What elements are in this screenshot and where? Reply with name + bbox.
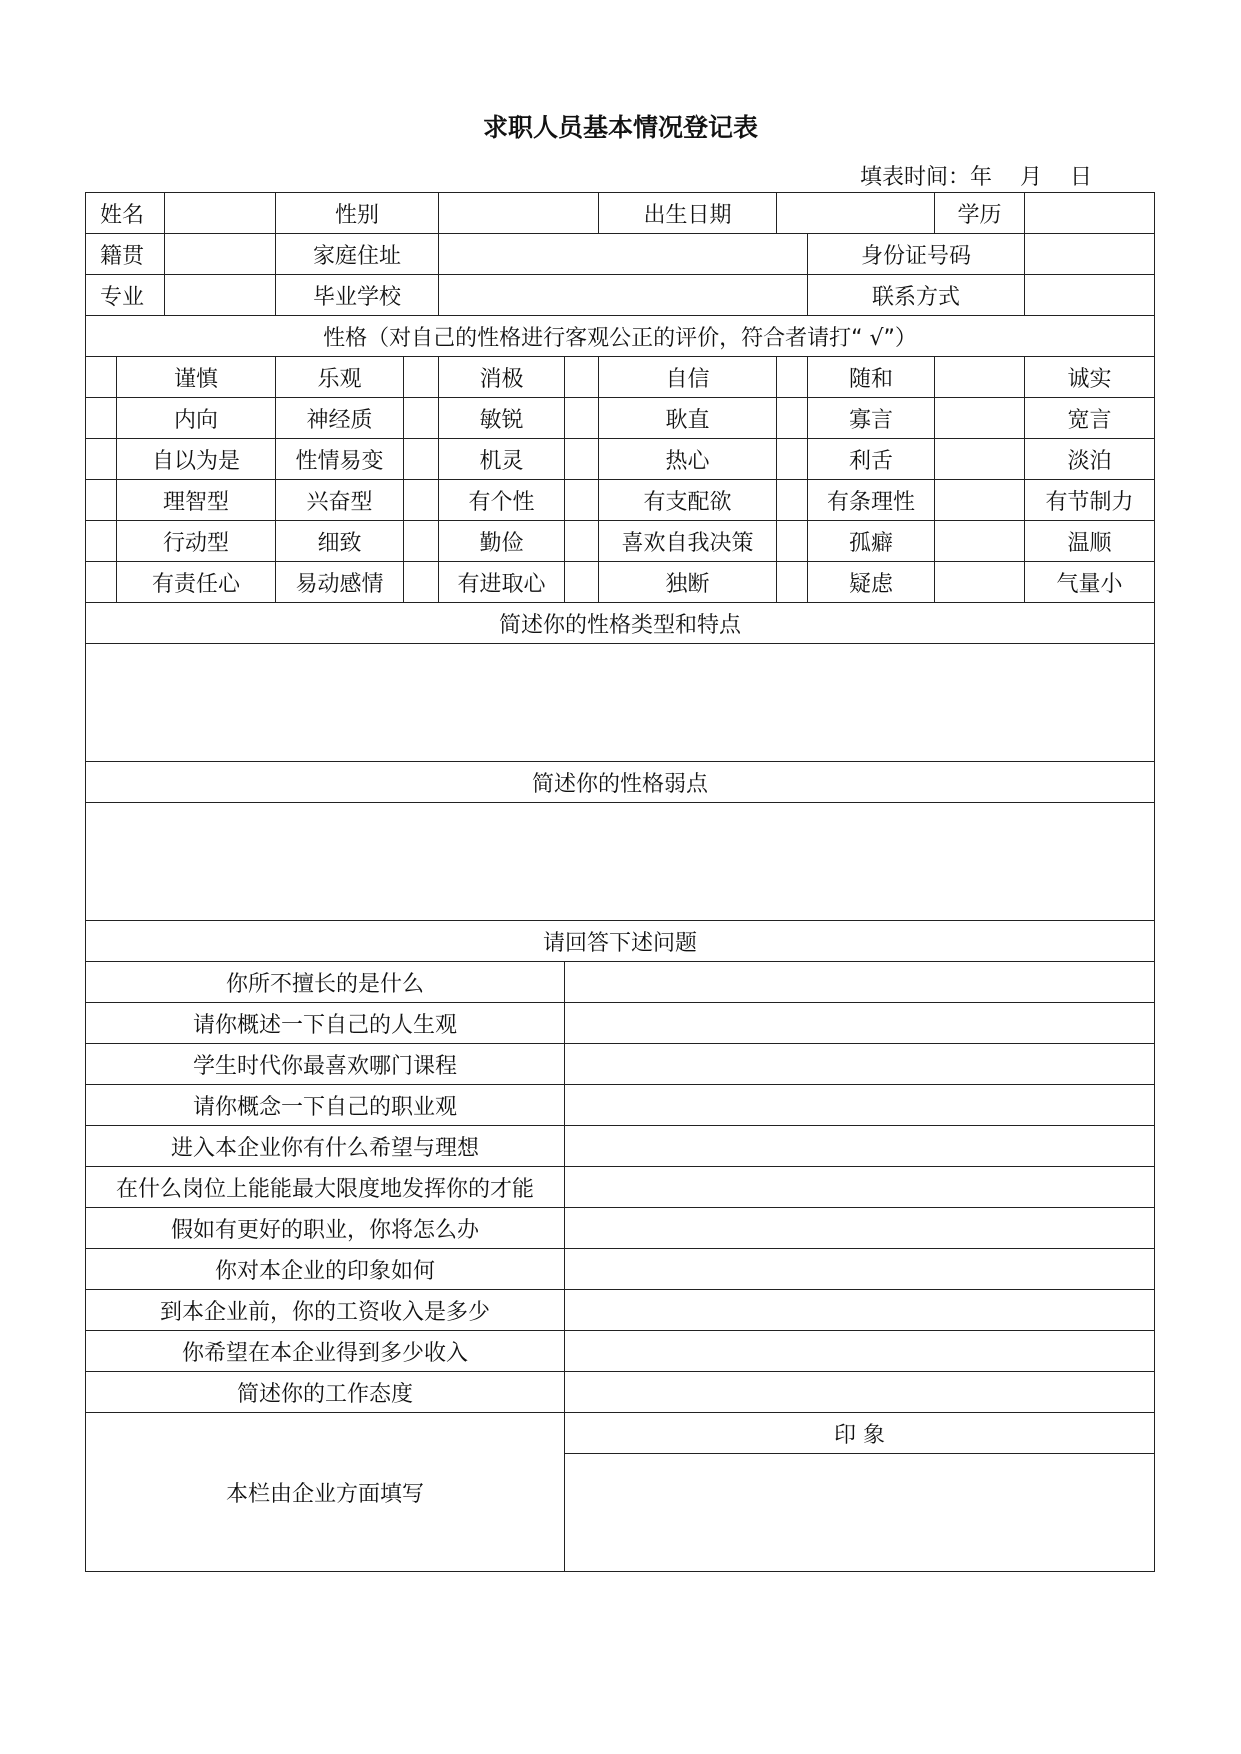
trait-label: 敏锐 xyxy=(439,398,565,439)
field-birth[interactable] xyxy=(777,193,935,234)
trait-label: 勤俭 xyxy=(439,521,565,562)
type-answer-area[interactable] xyxy=(86,644,1155,762)
trait-label: 寡言 xyxy=(808,398,935,439)
trait-check[interactable] xyxy=(935,521,1025,562)
trait-check[interactable] xyxy=(565,562,599,603)
basic-row-1 xyxy=(86,193,1155,234)
question-answer[interactable] xyxy=(565,1003,1155,1044)
trait-label: 理智型 xyxy=(117,480,276,521)
question-label: 你希望在本企业得到多少收入 xyxy=(86,1331,565,1372)
trait-row xyxy=(86,521,1155,562)
question-answer[interactable] xyxy=(565,1331,1155,1372)
basic-row-2 xyxy=(86,234,1155,275)
trait-row xyxy=(86,357,1155,398)
trait-check[interactable] xyxy=(86,357,117,398)
question-label: 你对本企业的印象如何 xyxy=(86,1249,565,1290)
trait-check[interactable] xyxy=(777,521,808,562)
field-school[interactable] xyxy=(439,275,808,316)
impression-area[interactable] xyxy=(565,1454,1155,1572)
trait-check[interactable] xyxy=(777,480,808,521)
trait-label: 有支配欲 xyxy=(599,480,777,521)
question-answer[interactable] xyxy=(565,1208,1155,1249)
trait-check[interactable] xyxy=(565,398,599,439)
trait-check[interactable] xyxy=(935,562,1025,603)
trait-row xyxy=(86,480,1155,521)
question-answer[interactable] xyxy=(565,1167,1155,1208)
field-edu[interactable] xyxy=(1025,193,1155,234)
trait-label: 耿直 xyxy=(599,398,777,439)
field-address[interactable] xyxy=(439,234,808,275)
field-idno[interactable] xyxy=(1025,234,1155,275)
trait-check[interactable] xyxy=(565,521,599,562)
trait-label: 气量小 xyxy=(1025,562,1155,603)
trait-check[interactable] xyxy=(777,439,808,480)
trait-label: 自信 xyxy=(599,357,777,398)
trait-row xyxy=(86,398,1155,439)
trait-label: 利舌 xyxy=(808,439,935,480)
trait-check[interactable] xyxy=(565,439,599,480)
trait-label: 自以为是 xyxy=(117,439,276,480)
trait-label: 性情易变 xyxy=(276,439,404,480)
question-label: 在什么岗位上能能最大限度地发挥你的才能 xyxy=(86,1167,565,1208)
trait-label: 孤癖 xyxy=(808,521,935,562)
section-type-header: 简述你的性格类型和特点 xyxy=(86,603,1155,644)
trait-check[interactable] xyxy=(777,398,808,439)
question-label: 你所不擅长的是什么 xyxy=(86,962,565,1003)
trait-label: 疑虑 xyxy=(808,562,935,603)
trait-check[interactable] xyxy=(565,480,599,521)
trait-check[interactable] xyxy=(935,357,1025,398)
trait-label: 兴奋型 xyxy=(276,480,404,521)
trait-check[interactable] xyxy=(777,562,808,603)
label-major: 专业 xyxy=(86,275,165,316)
question-label: 请你概述一下自己的人生观 xyxy=(86,1003,565,1044)
question-answer[interactable] xyxy=(565,1044,1155,1085)
section-weak-header: 简述你的性格弱点 xyxy=(86,762,1155,803)
form-title: 求职人员基本情况登记表 xyxy=(482,113,758,142)
field-gender[interactable] xyxy=(439,193,599,234)
trait-label: 热心 xyxy=(599,439,777,480)
trait-label: 随和 xyxy=(808,357,935,398)
trait-label: 内向 xyxy=(117,398,276,439)
trait-check[interactable] xyxy=(404,480,439,521)
trait-label: 温顺 xyxy=(1025,521,1155,562)
trait-row xyxy=(86,439,1155,480)
question-label: 进入本企业你有什么希望与理想 xyxy=(86,1126,565,1167)
trait-label: 乐观 xyxy=(276,357,404,398)
basic-row-3 xyxy=(86,275,1155,316)
trait-label: 宽言 xyxy=(1025,398,1155,439)
trait-label: 神经质 xyxy=(276,398,404,439)
question-answer[interactable] xyxy=(565,1126,1155,1167)
section-questions-header: 请回答下述问题 xyxy=(86,921,1155,962)
trait-check[interactable] xyxy=(86,398,117,439)
trait-row xyxy=(86,562,1155,603)
question-answer[interactable] xyxy=(565,1249,1155,1290)
trait-label: 喜欢自我决策 xyxy=(599,521,777,562)
trait-check[interactable] xyxy=(86,480,117,521)
question-label: 学生时代你最喜欢哪门课程 xyxy=(86,1044,565,1085)
trait-label: 有责任心 xyxy=(117,562,276,603)
trait-label: 有个性 xyxy=(439,480,565,521)
trait-label: 有条理性 xyxy=(808,480,935,521)
question-answer[interactable] xyxy=(565,1372,1155,1413)
trait-check[interactable] xyxy=(935,398,1025,439)
label-birth: 出生日期 xyxy=(599,193,777,234)
trait-check[interactable] xyxy=(404,521,439,562)
trait-label: 有进取心 xyxy=(439,562,565,603)
trait-label: 机灵 xyxy=(439,439,565,480)
label-contact: 联系方式 xyxy=(808,275,1025,316)
question-label: 简述你的工作态度 xyxy=(86,1372,565,1413)
field-major[interactable] xyxy=(165,275,276,316)
trait-check[interactable] xyxy=(86,439,117,480)
trait-check[interactable] xyxy=(404,562,439,603)
label-school: 毕业学校 xyxy=(276,275,439,316)
corp-note: 本栏由企业方面填写 xyxy=(86,1413,565,1572)
trait-check[interactable] xyxy=(404,398,439,439)
label-gender: 性别 xyxy=(276,193,439,234)
question-answer[interactable] xyxy=(565,962,1155,1003)
field-name[interactable] xyxy=(165,193,276,234)
trait-label: 诚实 xyxy=(1025,357,1155,398)
trait-label: 易动感情 xyxy=(276,562,404,603)
trait-label: 谨慎 xyxy=(117,357,276,398)
trait-label: 行动型 xyxy=(117,521,276,562)
trait-check[interactable] xyxy=(565,357,599,398)
trait-check[interactable] xyxy=(935,439,1025,480)
field-contact[interactable] xyxy=(1025,275,1155,316)
trait-label: 独断 xyxy=(599,562,777,603)
label-native: 籍贯 xyxy=(86,234,165,275)
registration-form xyxy=(85,192,1155,1572)
trait-label: 细致 xyxy=(276,521,404,562)
question-label: 请你概念一下自己的职业观 xyxy=(86,1085,565,1126)
impression-header: 印 象 xyxy=(565,1413,1155,1454)
question-label: 到本企业前，你的工资收入是多少 xyxy=(86,1290,565,1331)
trait-check[interactable] xyxy=(86,521,117,562)
question-answer[interactable] xyxy=(565,1085,1155,1126)
label-address: 家庭住址 xyxy=(276,234,439,275)
question-label: 假如有更好的职业，你将怎么办 xyxy=(86,1208,565,1249)
trait-label: 消极 xyxy=(439,357,565,398)
label-name: 姓名 xyxy=(86,193,165,234)
trait-check[interactable] xyxy=(404,357,439,398)
weak-answer-area[interactable] xyxy=(86,803,1155,921)
trait-check[interactable] xyxy=(777,357,808,398)
trait-check[interactable] xyxy=(404,439,439,480)
fill-date: 填表时间：年 月 日 xyxy=(860,165,1092,190)
trait-check[interactable] xyxy=(86,562,117,603)
trait-label: 有节制力 xyxy=(1025,480,1155,521)
label-edu: 学历 xyxy=(935,193,1025,234)
traits-header: 性格（对自己的性格进行客观公正的评价，符合者请打“ √”） xyxy=(86,316,1155,357)
label-idno: 身份证号码 xyxy=(808,234,1025,275)
trait-check[interactable] xyxy=(935,480,1025,521)
question-answer[interactable] xyxy=(565,1290,1155,1331)
trait-label: 淡泊 xyxy=(1025,439,1155,480)
field-native[interactable] xyxy=(165,234,276,275)
